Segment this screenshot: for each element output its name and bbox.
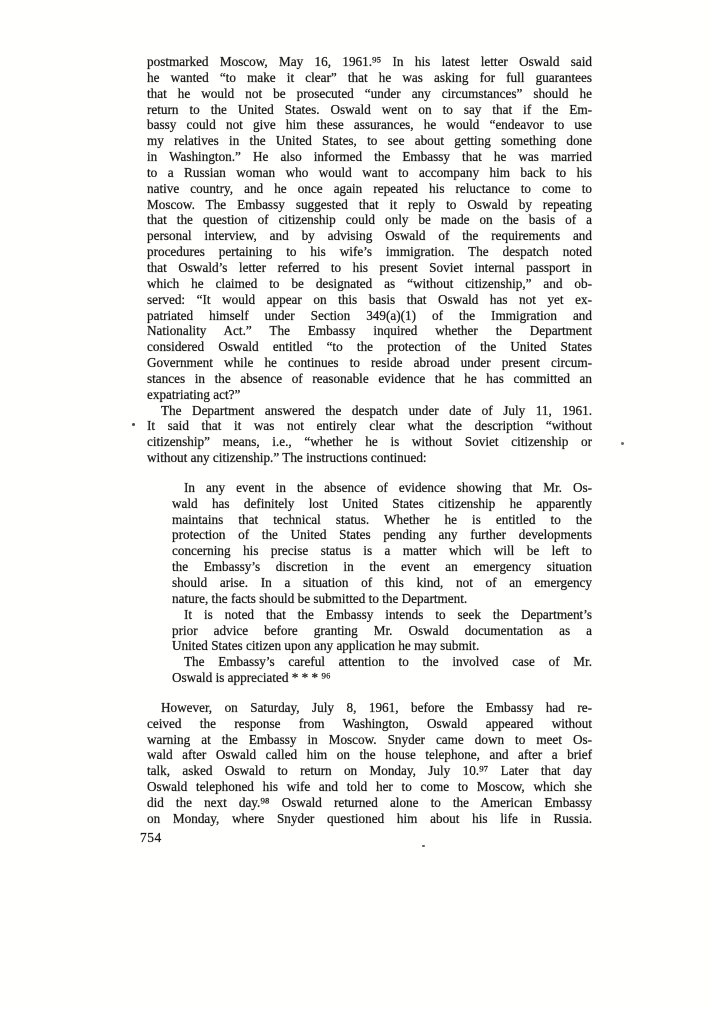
- text-line: ceived the response from Washington, Oswald appeared without: [147, 715, 592, 731]
- document-body: [147, 54, 592, 827]
- text-line: It said that it was not entirely clear what the description “without: [147, 418, 592, 434]
- text-line: considered Oswald entitled “to the protection of the United States: [147, 339, 592, 355]
- text-line: concerning his precise status is a matter which will be left to: [172, 543, 592, 559]
- text-line: he wanted “to make it clear” that he was asking for full guarantees: [147, 69, 592, 85]
- text-line: It is noted that the Embassy intends to seek the Department’s: [184, 606, 592, 622]
- text-line: to a Russian woman who would want to accompany him back to his: [147, 164, 592, 180]
- text-line: on Monday, where Snyder questioned him about his life in Russia.: [147, 810, 592, 826]
- text-line: patriated himself under Section 349(a)(1) of the Immigration and: [147, 307, 592, 323]
- body-paragraph: [147, 403, 592, 466]
- text-line: wald after Oswald called him on the house telephone, and after a brief: [147, 747, 592, 763]
- scan-artifact-dot: [132, 423, 135, 426]
- text-line: did the next day.⁹⁸ Oswald returned alone to the American Embassy: [147, 794, 592, 810]
- text-line: without any citizenship.” The instructions continued:: [147, 450, 427, 466]
- page-number: 754: [140, 830, 162, 845]
- body-paragraph: [147, 54, 592, 403]
- text-line: prior advice before granting Mr. Oswald documentation as a: [172, 622, 592, 638]
- text-line: nature, the facts should be submitted to the Department.: [172, 590, 468, 606]
- text-line: postmarked Moscow, May 16, 1961.⁹⁵ In his latest letter Oswald said: [147, 54, 592, 69]
- text-line: served: “It would appear on this basis that Oswald has not yet ex-: [147, 291, 592, 307]
- text-line: protection of the United States pending any further developments: [172, 527, 592, 543]
- text-line: Government while he continues to reside abroad under present circum-: [147, 355, 592, 371]
- text-line: that he would not be prosecuted “under any circumstances” should he: [147, 85, 592, 101]
- text-line: return to the United States. Oswald went on to say that if the Em-: [147, 101, 592, 117]
- text-line: that the question of citizenship could only be made on the basis of a: [147, 212, 592, 228]
- text-line: The Embassy’s careful attention to the involved case of Mr.: [184, 654, 592, 670]
- text-line: should arise. In a situation of this kind, not of an emergency: [172, 575, 592, 590]
- text-line: in Washington.” He also informed the Embassy that he was married: [147, 149, 592, 165]
- text-line: maintains that technical status. Whether he is entitled to the: [172, 511, 592, 527]
- text-line: Nationality Act.” The Embassy inquired whether the Department: [147, 323, 592, 339]
- block-quote-paragraph: [172, 607, 592, 655]
- text-line: that Oswald’s letter referred to his present Soviet internal passport in: [147, 259, 592, 275]
- block-quote-paragraph: [172, 480, 592, 607]
- text-line: Moscow. The Embassy suggested that it reply to Oswald by repeating: [147, 196, 592, 212]
- text-line: the Embassy’s discretion in the event an emergency situation: [172, 559, 592, 575]
- text-line: my relatives in the United States, to see about getting something done: [147, 133, 592, 149]
- text-line: wald has definitely lost United States citizenship he apparently: [172, 495, 592, 511]
- text-line: Oswald is appreciated * * * ⁹⁶: [172, 670, 331, 686]
- scan-artifact-dot: [422, 845, 425, 847]
- text-line: However, on Saturday, July 8, 1961, before the Embassy had re-: [161, 699, 592, 715]
- text-line: procedures pertaining to his wife’s immigration. The despatch noted: [147, 244, 592, 260]
- text-line: expatriating act?”: [147, 386, 241, 402]
- text-line: citizenship” means, i.e., “whether he is without Soviet citizenship or: [147, 434, 592, 450]
- text-line: In any event in the absence of evidence showing that Mr. Os-: [184, 479, 592, 495]
- text-line: stances in the absence of reasonable evidence that he has committed an: [147, 370, 592, 386]
- text-line: personal interview, and by advising Oswald of the requirements and: [147, 228, 592, 244]
- text-line: The Department answered the despatch under date of July 11, 1961.: [161, 402, 592, 418]
- block-quote-paragraph: [172, 654, 592, 686]
- text-line: native country, and he once again repeated his reluctance to come to: [147, 180, 592, 196]
- text-line: warning at the Embassy in Moscow. Snyder came down to meet Os-: [147, 731, 592, 747]
- text-line: which he claimed to be designated as “without citizenship,” and ob-: [147, 275, 592, 291]
- text-line: United States citizen upon any application he may submit.: [172, 638, 480, 654]
- text-line: Oswald telephoned his wife and told her to come to Moscow, which she: [147, 779, 592, 795]
- body-paragraph: [147, 700, 592, 827]
- text-line: talk, asked Oswald to return on Monday, July 10.⁹⁷ Later that day: [147, 763, 592, 779]
- text-line: bassy could not give him these assurances, he would “endeavor to use: [147, 117, 592, 133]
- scan-artifact-dot: [621, 442, 624, 445]
